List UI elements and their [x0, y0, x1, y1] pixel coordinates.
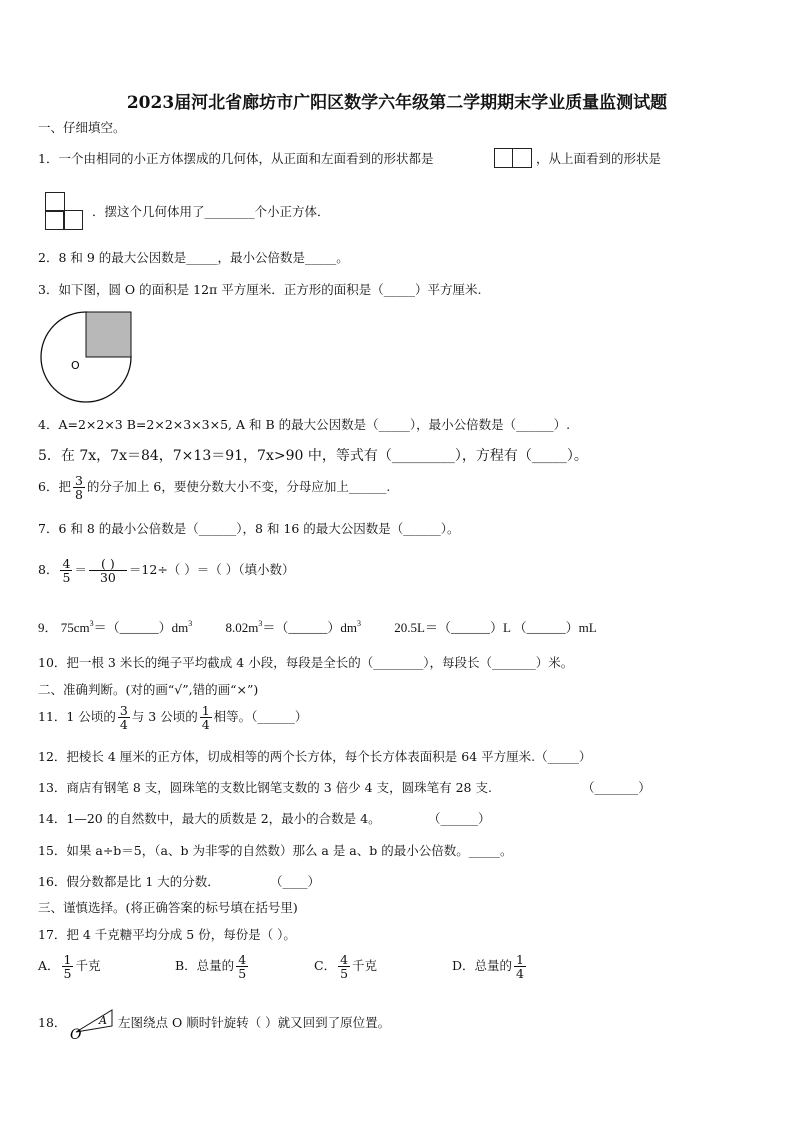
question-10: 10．把一根 3 米长的绳子平均截成 4 小段，每段是全长的（________），每段长（_______）米。 [38, 655, 574, 670]
section-heading-1: 一、仔细填空。 [38, 120, 126, 135]
question-14-blank: （______） [428, 811, 491, 826]
fraction: $\frac{1}{4}$ [516, 952, 524, 981]
question-8: 8． $\frac{4}{5}$ ＝ $\frac{( )}{30}$ ＝12÷（ ）＝（ ）（填小数） [38, 556, 295, 585]
question-4: 4．A=2×2×3 B=2×2×3×3×5, A 和 B 的最大公因数是（_____），最小公倍数是（______）. [38, 417, 571, 432]
question-5: 5．在 7x，7x＝84，7×13＝91，7x>90 中，等式有（_________），方程有（_____）。 [38, 448, 588, 464]
circle-square-figure [38, 309, 138, 405]
fraction: $\frac{4}{5}$ [238, 952, 247, 981]
question-17-stem: 17．把 4 千克糖平均分成 5 份，每份是（ ）。 [38, 927, 296, 942]
question-1-part-b: ，从上面看到的形状是 [536, 151, 662, 166]
question-16: 16．假分数都是比 1 大的分数． [38, 874, 220, 889]
page-title: 2023届河北省廊坊市广阳区数学六年级第二学期期末学业质量监测试题 [126, 93, 668, 113]
question-15: 15．如果 a÷b＝5，（a、b 为非零的自然数）那么 a 是 a、b 的最小公倍数。_____。 [38, 843, 513, 858]
question-18-number: 18． [38, 1015, 67, 1030]
question-2: 2．8 和 9 的最大公因数是_____，最小公倍数是_____。 [38, 250, 349, 265]
point-a-label: A [99, 1014, 107, 1027]
question-11: 11．1 公顷的 $\frac{3}{4}$ 与 3 公顷的 $\frac{1}{4}$ 相等。（______） [38, 703, 308, 732]
section-heading-3: 三、谨慎选择。(将正确答案的标号填在括号里) [38, 900, 298, 915]
fraction: $\frac{3}{4}$ [119, 703, 128, 732]
fraction: $\frac{1}{5}$ [63, 952, 72, 981]
question-13-blank: （_______） [582, 780, 651, 795]
top-view-figure [45, 192, 83, 230]
question-3: 3．如下图，圆 O 的面积是 12π 平方厘米．正方形的面积是（_____）平方厘米. [38, 282, 482, 297]
question-18-text: 左图绕点 O 顺时针旋转（ ）就又回到了原位置。 [118, 1015, 391, 1030]
question-17-option-c: C． $\frac{4}{5}$ 千克 [314, 952, 378, 981]
question-9: 9． $75cm^3=(\_\_\_\_\_\_)dm^3$ $8.02m^3=(\_\_\_\_\_\_)dm^3$ 20.5L＝（______）L （______）mL [38, 619, 597, 635]
circle-center-label: O [71, 359, 80, 372]
question-17-option-a: A． $\frac{1}{5}$ 千克 [38, 952, 101, 981]
fraction: $\frac{3}{8}$ [74, 473, 83, 502]
question-6-tail: 的分子加上 6，要使分数大小不变，分母应加上______. [86, 479, 391, 494]
question-17-option-b: B．总量的 $\frac{4}{5}$ [175, 952, 247, 981]
point-o-label: O [70, 1027, 82, 1040]
rotation-triangle-figure [68, 1004, 116, 1040]
question-14: 14．1—20 的自然数中，最大的质数是 2，最小的合数是 4。 [38, 811, 381, 826]
fraction: $\frac{( )}{30}$ [89, 557, 127, 584]
question-16-blank: （____） [270, 874, 321, 889]
question-1-part-c: ．摆这个几何体用了________个小正方体． [92, 204, 330, 219]
question-12: 12．把棱长 4 厘米的正方体，切成相等的两个长方体，每个长方体表面积是 64 平方厘米.（_____） [38, 749, 592, 764]
question-17-option-d: D．总量的 $\frac{1}{4}$ [452, 952, 524, 981]
section-heading-2: 二、准确判断。(对的画“√”,错的画“×”) [38, 682, 259, 697]
question-6 [38, 474, 390, 501]
question-13: 13．商店有钢笔 8 支，圆珠笔的支数比钢笔支数的 3 倍少 4 支，圆珠笔有 28 支. [38, 780, 492, 795]
question-1-part-a: 1．一个由相同的小正方体摆成的几何体，从正面和左面看到的形状都是 [38, 151, 434, 166]
fraction: $\frac{1}{4}$ [201, 703, 210, 732]
fraction: $\frac{4}{5}$ [62, 556, 71, 585]
question-7: 7．6 和 8 的最小公倍数是（______），8 和 16 的最大公因数是（______）。 [38, 521, 460, 536]
front-view-figure [494, 148, 532, 168]
question-6-lead: 6．把 [38, 479, 71, 494]
fraction: $\frac{4}{5}$ [340, 952, 349, 981]
